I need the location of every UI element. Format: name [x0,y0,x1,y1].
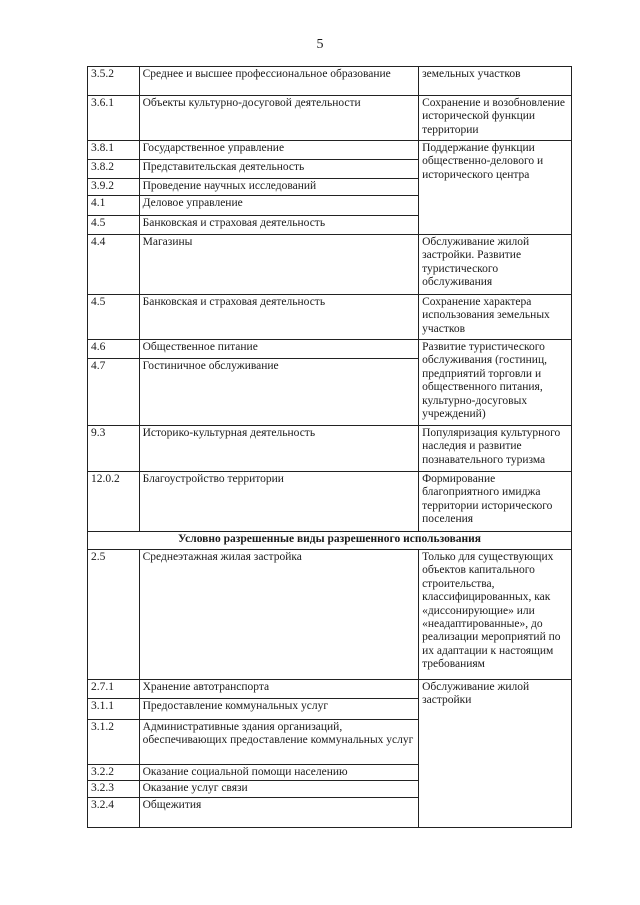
row-name: Среднеэтажная жилая застройка [139,550,418,680]
row-name: Общежития [139,797,418,827]
row-code: 3.8.2 [88,160,140,179]
row-note: Поддержание функции общественно-делового и исторического центра [419,141,572,235]
row-name: Объекты культурно-досуговой деятельности [139,96,418,141]
row-note: Обслуживание жилой застройки [419,680,572,828]
row-note: Формирование благоприятного имиджа территории исторического поселения [419,472,572,532]
row-note: Сохранение характера использования земельных участков [419,295,572,340]
row-name: Банковская и страховая деятельность [139,295,418,340]
table-row [88,550,572,680]
row-code: 4.1 [88,196,140,216]
row-code: 2.7.1 [88,680,140,699]
row-code: 4.5 [88,216,140,235]
row-name: Хранение автотранспорта [139,680,418,699]
row-code: 2.5 [88,550,140,680]
row-code: 3.2.2 [88,765,140,781]
row-code: 4.6 [88,340,140,359]
row-note: Развитие туристического обслуживания (гостиниц, предприятий торговли и общественного питания, культурно-досуговых учреждений) [419,340,572,426]
row-code: 4.4 [88,235,140,295]
row-code: 12.0.2 [88,472,140,532]
row-code: 3.2.4 [88,797,140,827]
row-name: Общественное питание [139,340,418,359]
row-note: земельных участков [419,67,572,96]
row-name: Среднее и высшее профессиональное образование [139,67,418,96]
row-name: Банковская и страховая деятельность [139,216,418,235]
table-row [88,235,572,295]
row-name: Представительская деятельность [139,160,418,179]
row-code: 3.1.2 [88,720,140,765]
zoning-table [87,66,572,828]
row-name: Оказание социальной помощи населению [139,765,418,781]
row-code: 3.1.1 [88,699,140,720]
row-name: Оказание услуг связи [139,781,418,797]
table-row [88,96,572,141]
row-code: 3.5.2 [88,67,140,96]
row-code: 4.7 [88,359,140,426]
table-row [88,426,572,472]
row-code: 9.3 [88,426,140,472]
table-row [88,141,572,160]
table-row [88,472,572,532]
table-row [88,680,572,699]
row-code: 4.5 [88,295,140,340]
row-name: Благоустройство территории [139,472,418,532]
row-code: 3.2.3 [88,781,140,797]
row-note: Популяризация культурного наследия и развитие познавательного туризма [419,426,572,472]
row-name: Деловое управление [139,196,418,216]
row-code: 3.9.2 [88,179,140,196]
row-note: Обслуживание жилой застройки. Развитие туристического обслуживания [419,235,572,295]
row-note: Сохранение и возобновление исторической функции территории [419,96,572,141]
row-name: Государственное управление [139,141,418,160]
row-name: Гостиничное обслуживание [139,359,418,426]
row-name: Историко-культурная деятельность [139,426,418,472]
section-row [88,532,572,550]
table-row [88,340,572,359]
table-row [88,295,572,340]
row-name: Магазины [139,235,418,295]
table-row [88,67,572,96]
row-note: Только для существующих объектов капитального строительства, классифицированных, как «диссонирующие» или «неадаптированные», до реализации мероприятий по их адаптации к настоящим требованиям [419,550,572,680]
row-code: 3.8.1 [88,141,140,160]
section-title: Условно разрешенные виды разрешенного использования [88,532,572,550]
row-code: 3.6.1 [88,96,140,141]
row-name: Проведение научных исследований [139,179,418,196]
page-number: 5 [316,37,324,52]
row-name: Административные здания организаций, обеспечивающих предоставление коммунальных услуг [139,720,418,765]
row-name: Предоставление коммунальных услуг [139,699,418,720]
